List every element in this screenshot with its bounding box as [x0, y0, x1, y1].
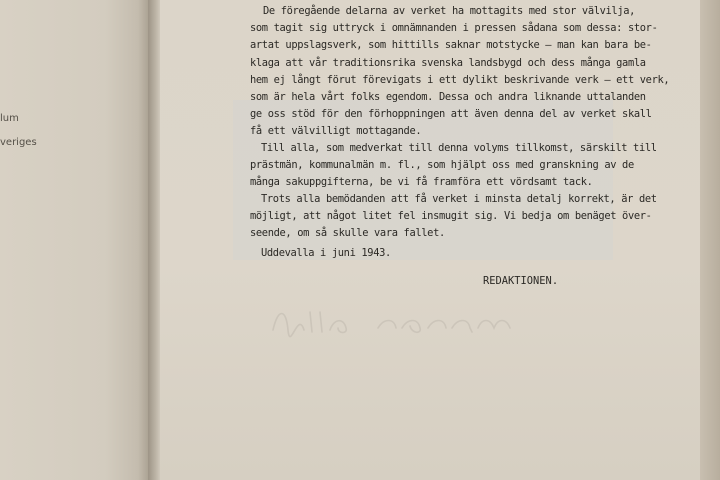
- page-edge: [700, 0, 720, 480]
- text-line: seende, om så skulle vara fallet.: [250, 227, 445, 239]
- text-line: som är hela vårt folks egendom. Dessa och andra liknande uttalanden: [250, 91, 646, 103]
- editorial-signature: REDAKTIONEN.: [483, 275, 559, 287]
- left-page-fragment: veriges: [0, 137, 37, 148]
- text-line: prästmän, kommunalmän m. fl., som hjälpt oss med granskning av de: [250, 159, 634, 171]
- place-date: Uddevalla i juni 1943.: [261, 247, 391, 259]
- text-line: som tagit sig uttryck i omnämnanden i pressen sådana som dessa: stor-: [250, 22, 658, 34]
- handwriting-scribble-icon: [268, 300, 538, 340]
- text-line: hem ej långt förut förevigats i ett dylikt beskrivande verk — ett verk,: [250, 74, 670, 86]
- text-line: Trots alla bemödanden att få verket i minsta detalj korrekt, är det: [261, 193, 657, 205]
- pencil-handwriting-mark: [268, 300, 538, 340]
- text-line: artat uppslagsverk, som hittills saknar motstycke — man kan bara be-: [250, 39, 652, 51]
- left-page-fragment: lum: [0, 113, 19, 124]
- text-line: De föregående delarna av verket ha mottagits med stor välvilja,: [263, 5, 636, 17]
- text-line: möjligt, att något litet fel insmugit sig. Vi bedja om benäget över-: [250, 210, 652, 222]
- text-line: många sakuppgifterna, be vi få framföra ett vördsamt tack.: [250, 176, 593, 188]
- text-line: Till alla, som medverkat till denna volyms tillkomst, särskilt till: [261, 142, 657, 154]
- left-page: [0, 0, 150, 480]
- text-line: klaga att vår traditionsrika svenska landsbygd och dess många gamla: [250, 57, 646, 69]
- text-line: ge oss stöd för den förhoppningen att även denna del av verket skall: [250, 108, 652, 120]
- text-line: få ett välvilligt mottagande.: [250, 125, 422, 137]
